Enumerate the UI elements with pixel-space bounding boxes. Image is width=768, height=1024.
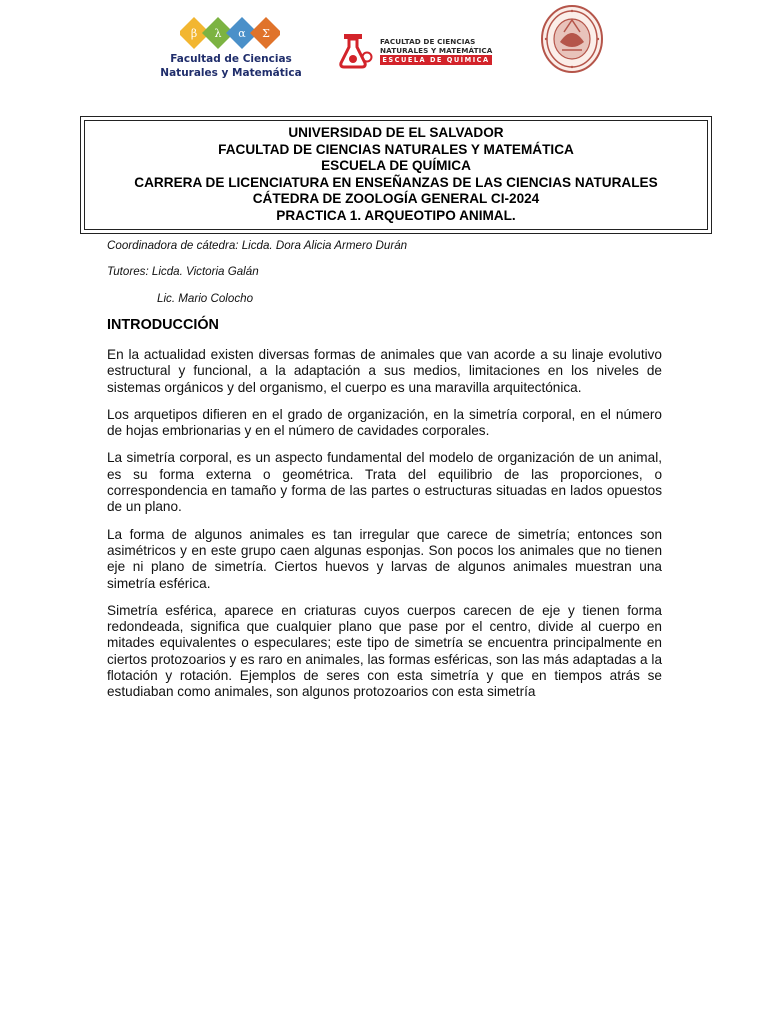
flask-icon [338,33,374,69]
tutors-line: Tutores: Licda. Victoria Galán [107,265,259,278]
introduction-body [107,347,662,712]
fcnm-logo [158,16,304,82]
title-box [80,116,712,234]
paragraph: La simetría corporal, es un aspecto fundamental del modelo de organización de un animal, es su forma externa o geométrica. Trata del equilibrio de las proporciones, o correspondencia en tamaño y forma de las partes o estructuras situadas en lados opuestos de un plano. [107,450,662,515]
svg-text:λ: λ [214,27,222,40]
quimica-logo-line2: NATURALES Y MATEMÁTICA [380,46,493,55]
practice-title: PRACTICA 1. ARQUEOTIPO ANIMAL. [276,207,516,223]
university-seal-icon [540,4,604,74]
quimica-logo [338,33,498,73]
paragraph: La forma de algunos animales es tan irregular que carece de simetría; entonces son asimétricos y en este grupo caen algunas esponjas. Son pocos los animales que no tienen eje ni plano de simetría. Ciertos huevos y larvas de algunos animales muestran una simetría esférica. [107,526,662,591]
svg-text:α: α [238,27,246,40]
quimica-logo-line3: ESCUELA DE QUÍMICA [380,55,492,65]
fcnm-logo-line1: Facultad de Ciencias [170,53,292,65]
introduction-heading: INTRODUCCIÓN [107,317,219,333]
quimica-logo-line1: FACULTAD DE CIENCIAS [380,37,476,46]
school-name: ESCUELA DE QUÍMICA [321,158,471,173]
paragraph: Simetría esférica, aparece en criaturas cuyos cuerpos carecen de eje y tienen forma redondeada, significa que cualquier plano que pase por el centro, divide al cuerpo en mitades equivalentes o especulares; este tipo de simetría se encuentra principalmente en ciertos protozoarios y es raro en animales, las formas esféricas, son las más adaptadas a la flotación y rotación. Ejemplos de seres con esta simetría y que en tiempos atrás se estudiaban como animales, son algunos protozoarios con esta simetría [107,602,662,700]
svg-text:Σ: Σ [262,27,270,40]
title-box-inner [84,120,708,230]
svg-text:β: β [190,27,198,40]
faculty-name: FACULTAD DE CIENCIAS NATURALES Y MATEMÁTICA [218,141,574,157]
fcnm-diamonds-icon [180,16,280,50]
course-name: CÁTEDRA DE ZOOLOGÍA GENERAL CI-2024 [252,191,540,206]
header-logos [0,0,768,100]
tutor-second-line: Lic. Mario Colocho [157,292,254,305]
career-name: CARRERA DE LICENCIATURA EN ENSEÑANZAS DE LAS CIENCIAS NATURALES [134,174,658,190]
paragraph: Los arquetipos difieren en el grado de organización, en la simetría corporal, en el número de hojas embrionarias y en el número de cavidades corporales. [107,406,662,439]
university-name: UNIVERSIDAD DE EL SALVADOR [288,125,504,140]
coordinator-line: Coordinadora de cátedra: Licda. Dora Alicia Armero Durán [107,239,408,252]
paragraph: En la actualidad existen diversas formas de animales que van acorde a su linaje evolutivo estructural y funcional, a la adaptación a sus medios, limitaciones en los niveles de sistemas orgánicos y del organismo, el cuerpo es una maravilla arquitectónica. [107,347,662,395]
fcnm-logo-line2: Naturales y Matemática [160,67,302,79]
